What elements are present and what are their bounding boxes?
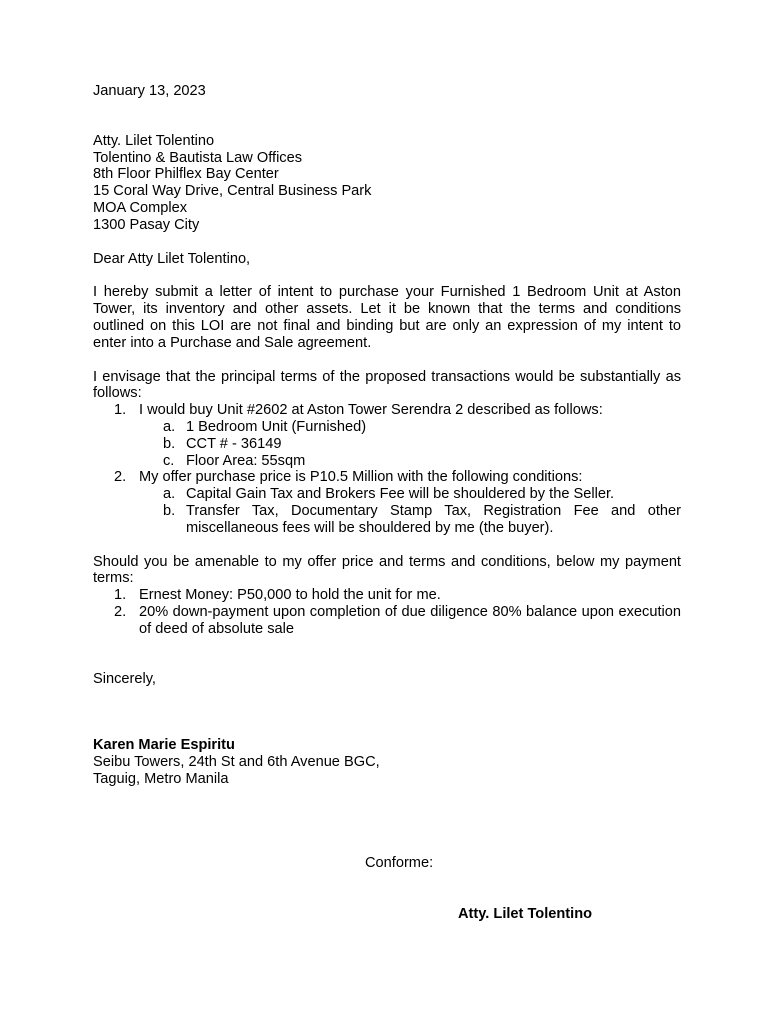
list-number: 2. [114,603,127,620]
payment-intro: Should you be amenable to my offer price and terms and conditions, below my payment terms: [93,553,681,587]
list-letter: c. [163,452,175,469]
list-item-text: CCT # - 36149 [186,435,282,452]
list-number: 1. [114,402,127,419]
list-item [139,503,681,537]
salutation: Dear Atty Lilet Tolentino, [93,250,251,267]
list-letter: a. [163,486,176,503]
list-item [139,486,681,503]
conforme-label: Conforme: [365,855,434,871]
recipient-line: Tolentino & Bautista Law Offices [93,149,303,166]
sender-line: Taguig, Metro Manila [93,770,229,787]
list-item-text: 20% down-payment upon completion of due diligence 80% balance upon execution of deed of absolute sale [139,603,681,637]
list-item [93,587,681,604]
letter-body [93,83,681,788]
list-item-text: 1 Bedroom Unit (Furnished) [186,418,367,435]
terms-intro: I envisage that the principal terms of the proposed transactions would be substantially as follows: [93,368,681,402]
sub-list [139,419,681,469]
list-number: 2. [114,469,127,486]
conforme-name: Atty. Lilet Tolentino [458,906,593,922]
recipient-line: 8th Floor Philflex Bay Center [93,166,279,183]
recipient-name: Atty. Lilet Tolentino [93,132,215,149]
list-number: 1. [114,587,127,604]
list-item [93,604,681,638]
list-item-text: I would buy Unit #2602 at Aston Tower Serendra 2 described as follows: [139,402,603,419]
intro-paragraph: I hereby submit a letter of intent to purchase your Furnished 1 Bedroom Unit at Aston Tower, its inventory and other assets. Let it be known that the terms and conditions outlined on this LOI are not final and binding but are only an expression of my intent to enter into a Purchase and Sale agreement. [93,284,681,351]
list-item-text: Ernest Money: P50,000 to hold the unit for me. [139,587,441,604]
list-item-text: Floor Area: 55sqm [186,452,306,469]
list-item [93,402,681,469]
list-item [139,436,681,453]
list-letter: b. [163,502,176,519]
payment-list [93,587,681,637]
list-item-text: Transfer Tax, Documentary Stamp Tax, Registration Fee and other miscellaneous fees will be shouldered by me (the buyer). [186,502,681,536]
recipient-line: MOA Complex [93,199,188,216]
sender-block [93,737,681,787]
list-item [139,419,681,436]
list-item-text: My offer purchase price is P10.5 Million with the following conditions: [139,469,583,486]
sender-line: Seibu Towers, 24th St and 6th Avenue BGC, [93,754,380,771]
recipient-line: 1300 Pasay City [93,216,200,233]
terms-list [93,402,681,536]
list-item [93,469,681,536]
list-item [139,453,681,470]
closing: Sincerely, [93,670,156,687]
list-item-text: Capital Gain Tax and Brokers Fee will be shouldered by the Seller. [186,486,615,503]
letter-date: January 13, 2023 [93,83,206,99]
sender-name: Karen Marie Espiritu [93,737,235,754]
recipient-line: 15 Coral Way Drive, Central Business Park [93,183,372,200]
list-letter: b. [163,435,176,452]
list-letter: a. [163,418,176,435]
recipient-address [93,133,681,234]
sub-list [139,486,681,536]
